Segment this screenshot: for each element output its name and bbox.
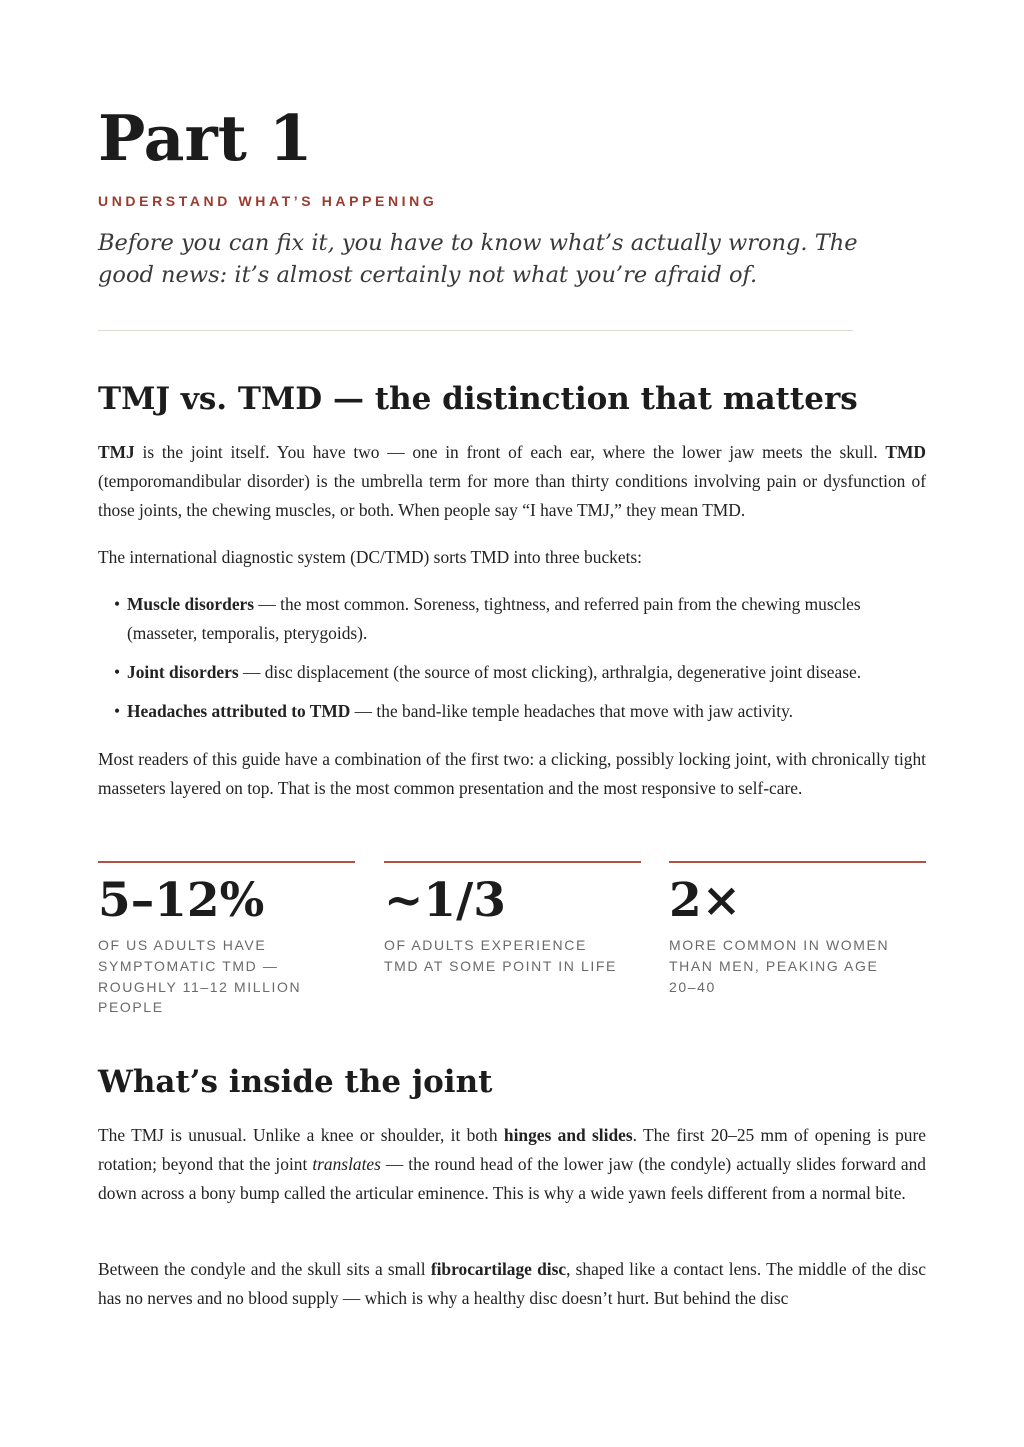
list-item-joint-disorders: [114, 658, 926, 687]
stat-label: OF US ADULTS HAVE SYMPTOMATIC TMD — ROUGHLY 11–12 MILLION PEOPLE: [98, 937, 302, 1016]
section-heading-tmj-vs-tmd: TMJ vs. TMD — the distinction that matters: [98, 381, 858, 417]
stat-women-vs-men: [669, 861, 926, 995]
list-item-text: — the most common. Soreness, tightness, and referred pain from the chewing muscles (masseter, temporalis, pterygoids).: [127, 594, 861, 643]
list-item-term: Muscle disorders: [127, 594, 255, 614]
bullet-glyph: •: [114, 594, 121, 614]
list-item-headaches: [114, 697, 926, 726]
part-title: Part 1: [98, 101, 313, 175]
list-item-text: — disc displacement (the source of most clicking), arthralgia, degenerative joint disease.: [238, 662, 862, 682]
stat-label: OF ADULTS EXPERIENCE TMD AT SOME POINT IN LIFE: [384, 937, 617, 974]
paragraph-text: (temporomandibular disorder) is the umbrella term for more than thirty conditions involving pain or dysfunction of those joints, the chewing muscles, or both. When people say “I have TMJ,” they mean TMD.: [98, 471, 926, 520]
stat-value: ~1/3: [384, 873, 506, 928]
stat-label: MORE COMMON IN WOMEN THAN MEN, PEAKING AGE 20–40: [669, 937, 890, 995]
list-item-term: Joint disorders: [127, 662, 239, 682]
list-item-muscle-disorders: [114, 590, 926, 648]
bullet-glyph: •: [114, 662, 121, 682]
stat-prevalence: [98, 861, 355, 1016]
section-heading-inside-joint: What’s inside the joint: [98, 1064, 493, 1100]
divider-rule: [98, 330, 853, 331]
paragraph-text: is the joint itself. You have two — one in front of each ear, where the lower jaw meets the skull.: [134, 442, 886, 462]
paragraph-text: The TMJ is unusual. Unlike a knee or shoulder, it both: [98, 1125, 504, 1145]
stat-value: 2×: [669, 873, 742, 928]
section-kicker: UNDERSTAND WHAT’S HAPPENING: [98, 193, 438, 209]
bold-term: fibrocartilage disc: [430, 1259, 567, 1279]
diagnostic-system-paragraph: The international diagnostic system (DC/TMD) sorts TMD into three buckets:: [98, 547, 643, 567]
disc-paragraph: [98, 1255, 926, 1313]
paragraph-text: — the round head of the lower jaw (the condyle) actually slides forward and down across a bony bump called the articular eminence. This is why a wide yawn feels different from a normal bite.: [98, 1154, 926, 1203]
stat-value: 5–12%: [98, 873, 265, 928]
term-tmj: TMJ: [98, 442, 135, 462]
paragraph-text: . The first 20–25 mm of opening is pure rotation; beyond that the joint: [98, 1125, 927, 1174]
common-presentation-paragraph: Most readers of this guide have a combination of the first two: a clicking, possibly locking joint, with chronically tight masseters layered on top. That is the most common presentation and the most responsive to self-care.: [98, 749, 926, 798]
term-tmd: TMD: [885, 442, 926, 462]
paragraph-text: , shaped like a contact lens. The middle of the disc has no nerves and no blood supply — which is why a healthy disc doesn’t hurt. But behind the disc: [98, 1259, 926, 1308]
list-item-term: Headaches attributed to TMD: [127, 701, 351, 721]
joint-mechanics-paragraph: [98, 1121, 926, 1208]
bullet-glyph: •: [114, 701, 121, 721]
list-item-text: — the band-like temple headaches that move with jaw activity.: [350, 701, 793, 721]
stats-row: [98, 861, 926, 1031]
bold-term: hinges and slides: [503, 1125, 633, 1145]
italic-term: translates: [312, 1154, 381, 1174]
paragraph-text: Between the condyle and the skull sits a small: [98, 1259, 431, 1279]
lede-paragraph: Before you can fix it, you have to know what’s actually wrong. The good news: it’s almost certainly not what you’re afraid of.: [98, 230, 858, 288]
stat-lifetime: [384, 861, 641, 974]
tmj-tmd-definition-paragraph: [98, 438, 926, 525]
